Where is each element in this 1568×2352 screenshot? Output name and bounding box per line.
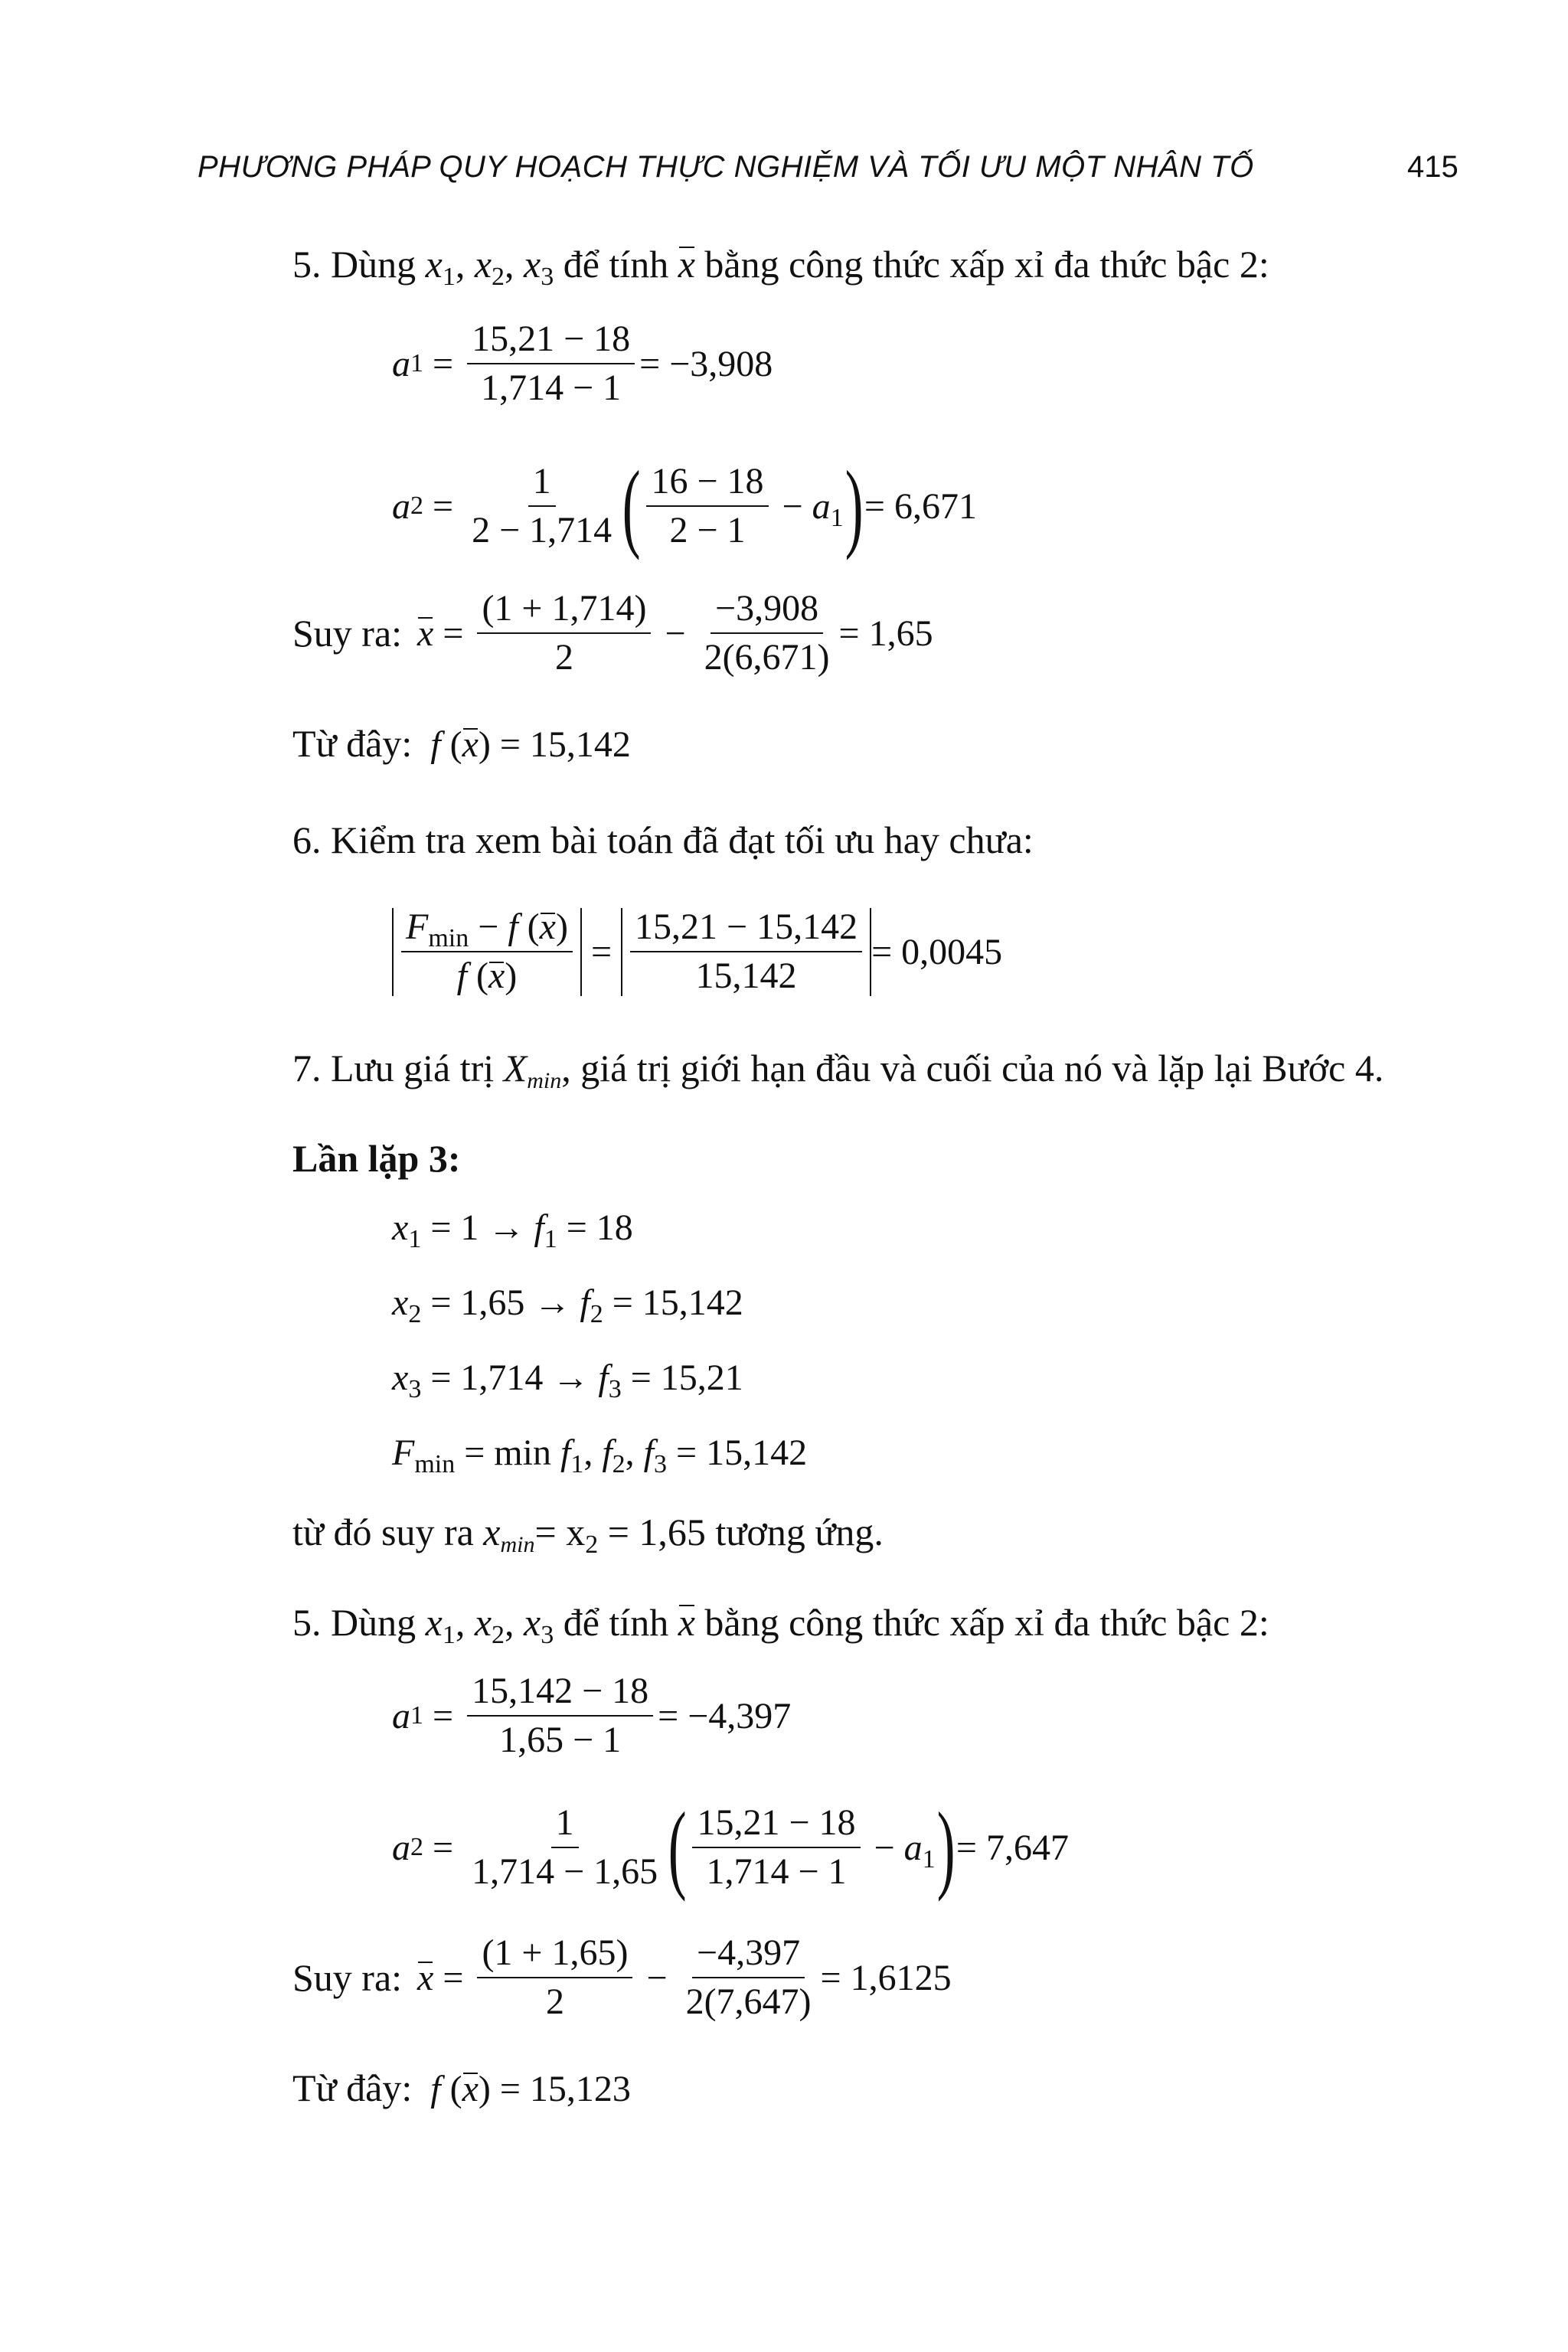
xbar-symbol: x	[678, 1601, 695, 1644]
eq-xbar-second: Suy ra: x = $\frac{(1 + 1,65)}{2}$ − $\frac{-4,397}{2(7,647)}$ = 1,6125	[292, 1932, 952, 2023]
eq-a2-second: a 2 = $\frac{1}{1,714 - 1,65}$ ( $\frac{15,21 - 18}{1,714 - 1}$ − $a_1$ ) = 7,647	[392, 1792, 1069, 1903]
eq-f-second: Từ đây: f (x) = 15,123	[292, 2066, 631, 2109]
iter-line-fmin: $F_{min} = \min f_1$, $f_2$, $f_3 = 15,142$	[392, 1432, 808, 1479]
iter-line-1: $x_1 = 1 \to f_1 = 18$	[392, 1207, 633, 1254]
eq-a2-first: a 2 = $\frac{1}{2 - 1,714}$ ( $\frac{16 - 18}{2 - 1}$ − $a_1$ ) = 6,671	[392, 451, 977, 561]
xbar-symbol: x	[678, 243, 695, 286]
eq-a1-second: a 1 = $\frac{15,142 - 18}{1,65 - 1}$ = −4,397	[392, 1671, 792, 1761]
eq-a1-first: a 1 = $\frac{15,21 - 18}{1,714 - 1}$ = −3,908	[392, 318, 773, 409]
step7-text: 7. Lưu giá trị $X_{min}$, giá trị giới hạn đầu và cuối của nó và lặp lại Bước 4.	[292, 1047, 1384, 1093]
eq-f-first: Từ đây: f (x) = 15,142	[292, 722, 631, 765]
iter-line-3: $x_3 = 1,714 \to f_3 = 15,21$	[392, 1357, 743, 1404]
iteration-title: Lần lặp 3:	[292, 1137, 461, 1180]
step6-heading: 6. Kiểm tra xem bài toán đã đạt tối ưu hay chưa:	[292, 818, 1034, 861]
running-header: PHƯƠNG PHÁP QUY HOẠCH THỰC NGHIỆM VÀ TỐI ƯU MỘT NHÂN TỐ	[198, 150, 1254, 184]
eq-check: $\frac{F_{min} - f (x)}{f (x)}$ = $\frac{15,21 - 15,142}{15,142}$ = 0,0045	[392, 908, 1002, 996]
page-number: 415	[1407, 150, 1459, 184]
iteration-conclusion: từ đó suy ra $x_{min}= x_2 = 1,65$ tương ứng.	[292, 1511, 884, 1560]
step5b-heading: 5. Dùng $x_1$, $x_2$, $x_3$ để tính x bằng công thức xấp xỉ đa thức bậc 2:	[292, 1601, 1269, 1650]
iter-line-2: $x_2 = 1,65 \to f_2 = 15,142$	[392, 1282, 743, 1329]
step5-heading: 5. Dùng $x_1$, $x_2$, $x_3$ để tính x bằng công thức xấp xỉ đa thức bậc 2:	[292, 243, 1269, 292]
eq-xbar-first: Suy ra: x = $\frac{(1 + 1,714)}{2}$ − $\frac{-3,908}{2(6,671)}$ = 1,65	[292, 588, 933, 678]
